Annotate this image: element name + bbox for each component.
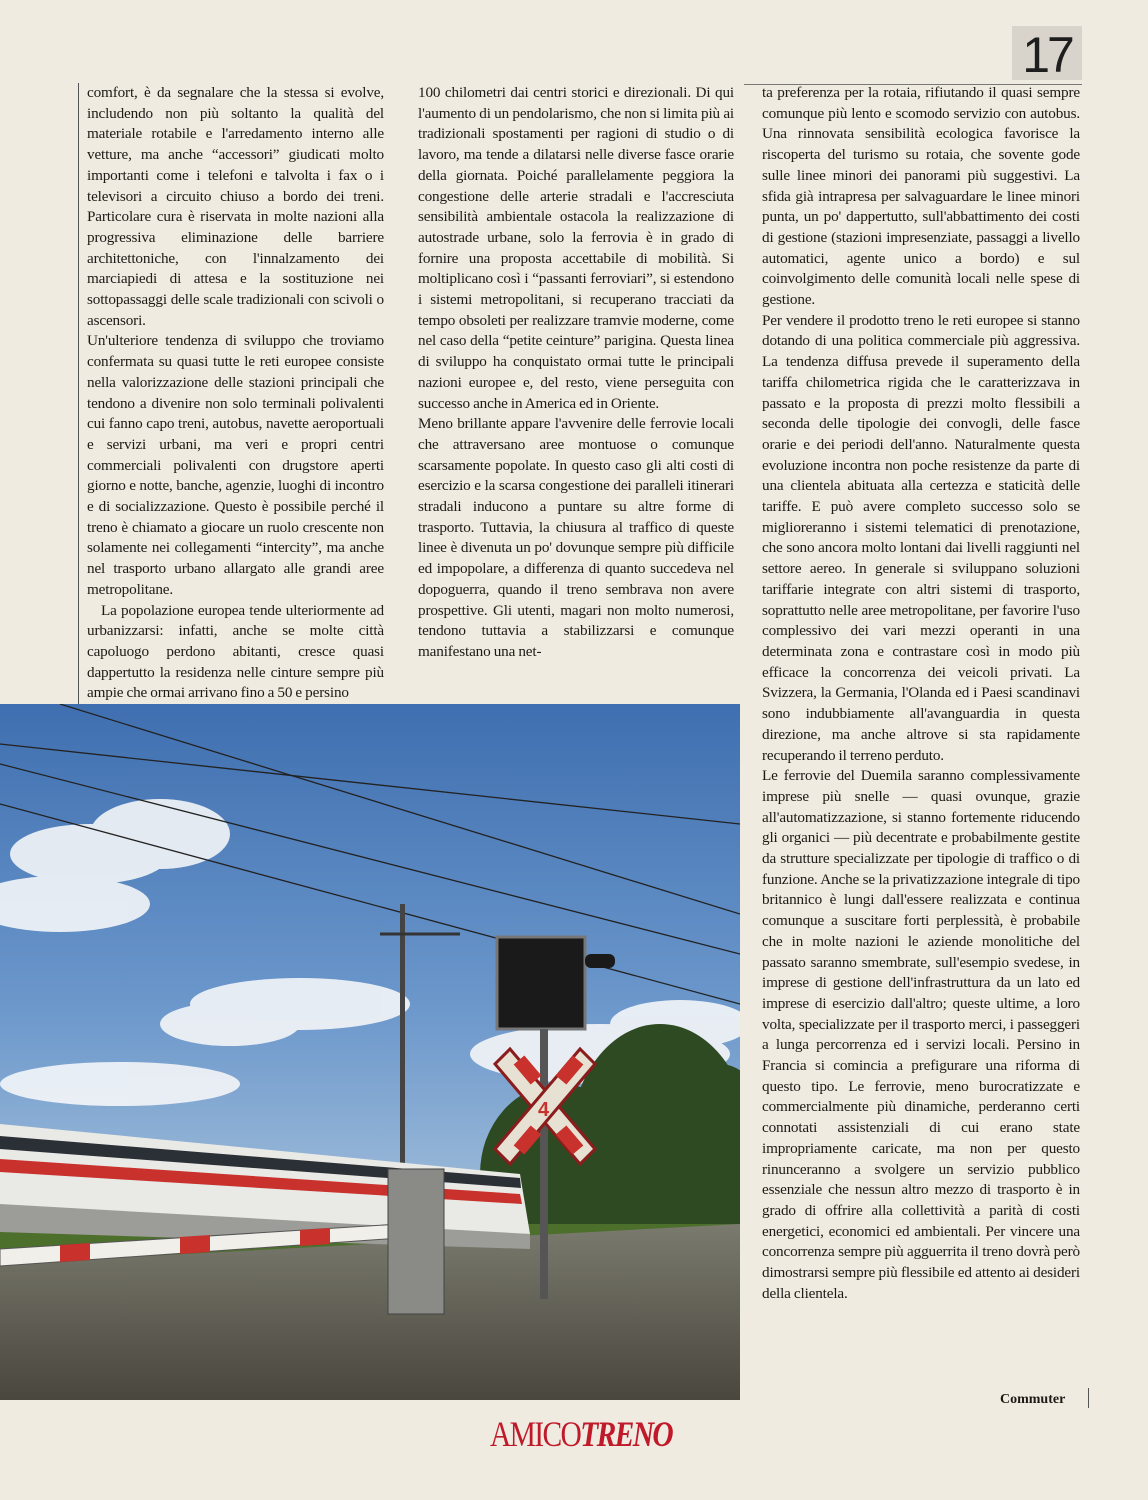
text-column-2 — [418, 83, 734, 663]
text-column-3 — [762, 83, 1080, 1304]
paragraph: 100 chilometri dai centri storici e direzionali. Di qui l'aumento di un pendolarismo, che non si limita più ai tradizionali spostamenti per ragioni di studio o di lavoro, ma tende a dilatarsi nelle diverse fasce orarie della giornata. Poiché parallelamente peggiora la congestione delle arterie stradali e l'accresciuta sensibilità ambientale ostacola la realizzazione di autostrade urbane, solo la ferrovia è in grado di fornire una proposta accettabile di mobilità. Si moltiplicano così i “passanti ferroviari”, si estendono i sistemi metropolitani, si recuperano tracciati da tempo obsoleti per realizzare tramvie moderne, come nel caso della “petite ceinture” parigina. Questa linea di sviluppo ha conquistato ormai tutte le principali nazioni europee e, del resto, viene perseguita con successo anche in America ed in Oriente. — [418, 84, 734, 412]
catenary-mast — [400, 904, 405, 1204]
crossing-sign-symbol: 4 — [538, 1099, 550, 1121]
text-column-1 — [78, 83, 384, 705]
paragraph: Per vendere il prodotto treno le reti europee si stanno dotando di una politica commerciale più aggressiva. La tendenza diffusa prevede il superamento della tariffa chilometrica rigida che le caratterizzava in passato e la proposta di prezzi molto flessibili a seconda delle tipologie dei convogli, delle fasce orarie e dei periodi dell'anno. Naturalmente questa evoluzione incontra non poche resistenze da parte di una clientela abituata alla certezza e staticità delle tariffe. E può avere completo successo solo se miglioreranno i sistemi telematici di prenotazione, che sono ancora molto lontani dai livelli raggiunti nel settore aereo. In generale si sviluppano soluzioni tariffarie integrate con altri sistemi di trasporto, soprattutto nelle aree metropolitane, per favorire l'uso complessivo dei vari mezzi operanti in una determinata zona e contrastare così in modo più efficace la concorrenza dei veicoli privati. La Svizzera, la Germania, l'Olanda ed i Paesi scandinavi sono indubbiamente all'avanguardia in questa direzione, ma anche altrove si sta rapidamente recuperando il terreno perduto. — [762, 311, 1080, 764]
signature-rule — [1088, 1388, 1089, 1408]
page-number: 17 — [1012, 26, 1082, 80]
paragraph: ta preferenza per la rotaia, rifiutando il quasi sempre comunque più lento e scomodo servizio con autobus. Una rinnovata sensibilità ecologica favorisce la riscoperta del turismo su rotaia, che sovente gode sulle linee minori dei panorami più suggestivi. La sfida già intrapresa per salvaguardare le linee minori punta, un po' dappertutto, sull'abbattimento dei costi di gestione (stazioni impresenziate, passaggi a livello automatici, agente unico a bordo) e sul coinvolgimento delle comunità locali nelle spese di gestione. — [762, 84, 1080, 309]
paragraph: Meno brillante appare l'avvenire delle ferrovie locali che attraversano aree montuose o comunque scarsamente popolate. In questo caso gli alti costi di esercizio e la scarsa congestione dei paralleli itinerari stradali inducono a puntare su altre forme di trasporto. Tuttavia, la chiusura al traffico di queste linee è divenuta un po' dovunque sempre più difficile ed impopolare, a differenza di quanto succedeva nel dopoguerra, quando il treno sembrava non avere prospettive. Gli utenti, magari non molto numerosi, tendono tuttavia a stabilizzarsi e comunque manifestano una net- — [418, 415, 734, 660]
paragraph: comfort, è da segnalare che la stessa si evolve, includendo non più soltanto la qualità del materiale rotabile e l'arredamento interno alle vetture, ma anche “accessori” giudicati molto importanti come i telefoni e talvolta i fax o i televisori a circuito chiuso a bordo dei treni. Particolare cura è riservata in molte nazioni alla progressiva eliminazione delle barriere architettoniche, con l'innalzamento dei marciapiedi di attesa e la sostituzione nei sottopassaggi delle scale tradizionali con scivoli o ascensori. — [87, 84, 384, 329]
brand-logo — [490, 1413, 672, 1455]
paragraph: Un'ulteriore tendenza di sviluppo che troviamo confermata su quasi tutte le reti europee consiste nella valorizzazione delle stazioni principali che tendono a divenire non solo terminali polivalenti cui fanno capo treni, autobus, navette aeroportuali e servizi urbani, ma veri e propri centri commerciali polivalenti con drugstore aperti giorno e notte, banche, agenzie, luoghi di incontro e di socializzazione. Questo è possibile perché il treno è chiamato a giocare un ruolo crescente non solamente nei collegamenti “intercity”, ma anche nel trasporto urbano allargato alle grandi aree metropolitane. — [87, 332, 384, 598]
train-photo — [0, 704, 740, 1400]
brand-part2: TRENO — [580, 1414, 673, 1454]
author-signature: Commuter — [1000, 1392, 1066, 1407]
paragraph: Le ferrovie del Duemila saranno complessivamente imprese più snelle — quasi ovunque, grazie all'automatizzazione, si stanno fortemente riducendo gli organici — più decentrate e probabilmente gestite da strutture specializzate per tipologie di traffico o di funzione. Anche se la privatizzazione integrale di tipo britannico è lungi dall'essere realizzata e continua comunque a suscitare forti perplessità, è probabile che in molte nazioni le aziende monolitiche del passato saranno smembrate, sull'esempio svedese, in imprese di gestione dell'infrastruttura da un lato ed imprese di esercizio dall'altro; queste ultime, a loro volta, specializzate per il trasporto merci, i passeggeri a lunga percorrenza ed i servizi locali. Persino in Francia si comincia a prefigurare una riforma di questo tipo. Le ferrovie, meno burocratizzate e commercialmente più dinamiche, perderanno certi connotati assistenziali di cui erano state impropriamente caricate, ma non per questo rinunceranno a svolgere un servizio pubblico essenziale che nessun altro mezzo di trasporto è in grado di offrire alla collettività a parità di costi energetici, economici ed ambientali. Per vincere una concorrenza sempre più agguerrita il treno dovrà però dimostrarsi sempre più flessibile ed attento ai desideri della clientela. — [762, 767, 1080, 1302]
brand-part1: AMICO — [490, 1414, 581, 1454]
paragraph: La popolazione europea tende ulteriormente ad urbanizzarsi: infatti, anche se molte città capoluogo perdono abitanti, cresce quasi dappertutto la residenza nelle cinture sempre più ampie che ormai arrivano fino a 50 e persino — [87, 601, 384, 702]
